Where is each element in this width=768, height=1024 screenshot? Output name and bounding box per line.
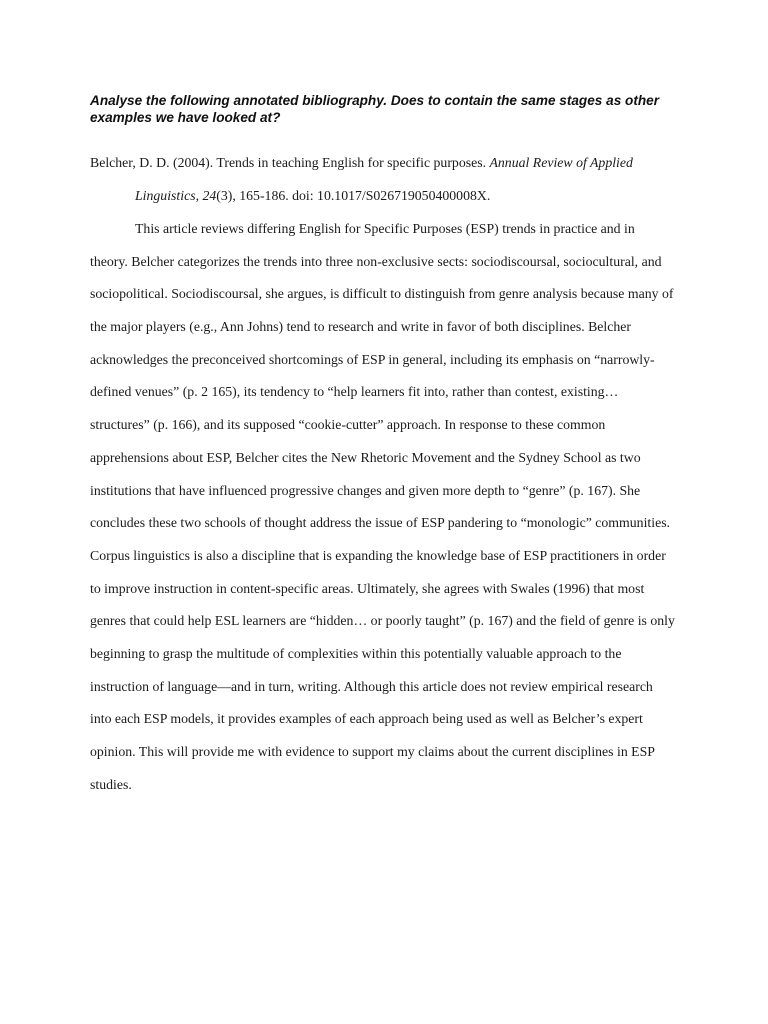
paragraph-line: theory. Belcher categorizes the trends into three non-exclusive sects: sociodiscoursal, sociocultural, and xyxy=(90,253,662,269)
paragraph-line: defined venues” (p. 2 165), its tendency to “help learners fit into, rather than contest, existing… xyxy=(90,384,619,400)
citation-authors-title: Belcher, D. D. (2004). Trends in teaching English for specific purposes. xyxy=(90,155,490,170)
citation-line xyxy=(90,152,690,185)
paragraph-line: structures” (p. 166), and its supposed “cookie-cutter” approach. In response to these common xyxy=(90,417,606,433)
paragraph-line: the major players (e.g., Ann Johns) tend to research and write in favor of both disciplines. Belcher xyxy=(90,319,631,335)
paragraph-line: genres that could help ESL learners are “hidden… or poorly taught” (p. 167) and the field of genre is only xyxy=(90,613,675,629)
prompt-line: Analyse the following annotated bibliography. Does to contain the same stages as other xyxy=(90,93,660,108)
prompt-line: examples we have looked at? xyxy=(90,110,281,125)
paragraph-line: beginning to grasp the multitude of complexities within this potentially valuable approach to the xyxy=(90,645,622,661)
citation-line xyxy=(90,185,690,218)
paragraph-line: This article reviews differing English for Specific Purposes (ESP) trends in practice and in xyxy=(135,221,635,236)
bibliography-citation xyxy=(90,152,690,218)
paragraph-line: instruction of language—and in turn, writing. Although this article does not review empirical research xyxy=(90,678,653,694)
annotation-paragraph xyxy=(90,218,690,806)
citation-journal-volume: Linguistics, 24 xyxy=(135,188,217,203)
paragraph-line: acknowledges the preconceived shortcomings of ESP in general, including its emphasis on “narrowly- xyxy=(90,351,655,367)
paragraph-line: concludes these two schools of thought address the issue of ESP pandering to “monologic” communities. xyxy=(90,515,671,531)
paragraph-line: sociopolitical. Sociodiscoursal, she argues, is difficult to distinguish from genre analysis because many of xyxy=(90,286,674,302)
paragraph-line: to improve instruction in content-specific areas. Ultimately, she agrees with Swales (1996) that most xyxy=(90,580,645,596)
paragraph-line: institutions that have influenced progressive changes and given more depth to “genre” (p. 167). She xyxy=(90,482,641,498)
question-prompt xyxy=(90,92,690,126)
citation-pages-doi: (3), 165-186. doi: 10.1017/S026719050400008X. xyxy=(216,188,491,203)
citation-journal: Annual Review of Applied xyxy=(489,155,633,170)
paragraph-line: Corpus linguistics is also a discipline that is expanding the knowledge base of ESP practitioners in order xyxy=(90,547,666,563)
paragraph-line: apprehensions about ESP, Belcher cites the New Rhetoric Movement and the Sydney School as two xyxy=(90,449,641,465)
paragraph-line: opinion. This will provide me with evidence to support my claims about the current disciplines in ESP xyxy=(90,744,655,759)
paragraph-line: studies. xyxy=(90,776,132,792)
paragraph-line: into each ESP models, it provides examples of each approach being used as well as Belcher’s expert xyxy=(90,711,643,727)
